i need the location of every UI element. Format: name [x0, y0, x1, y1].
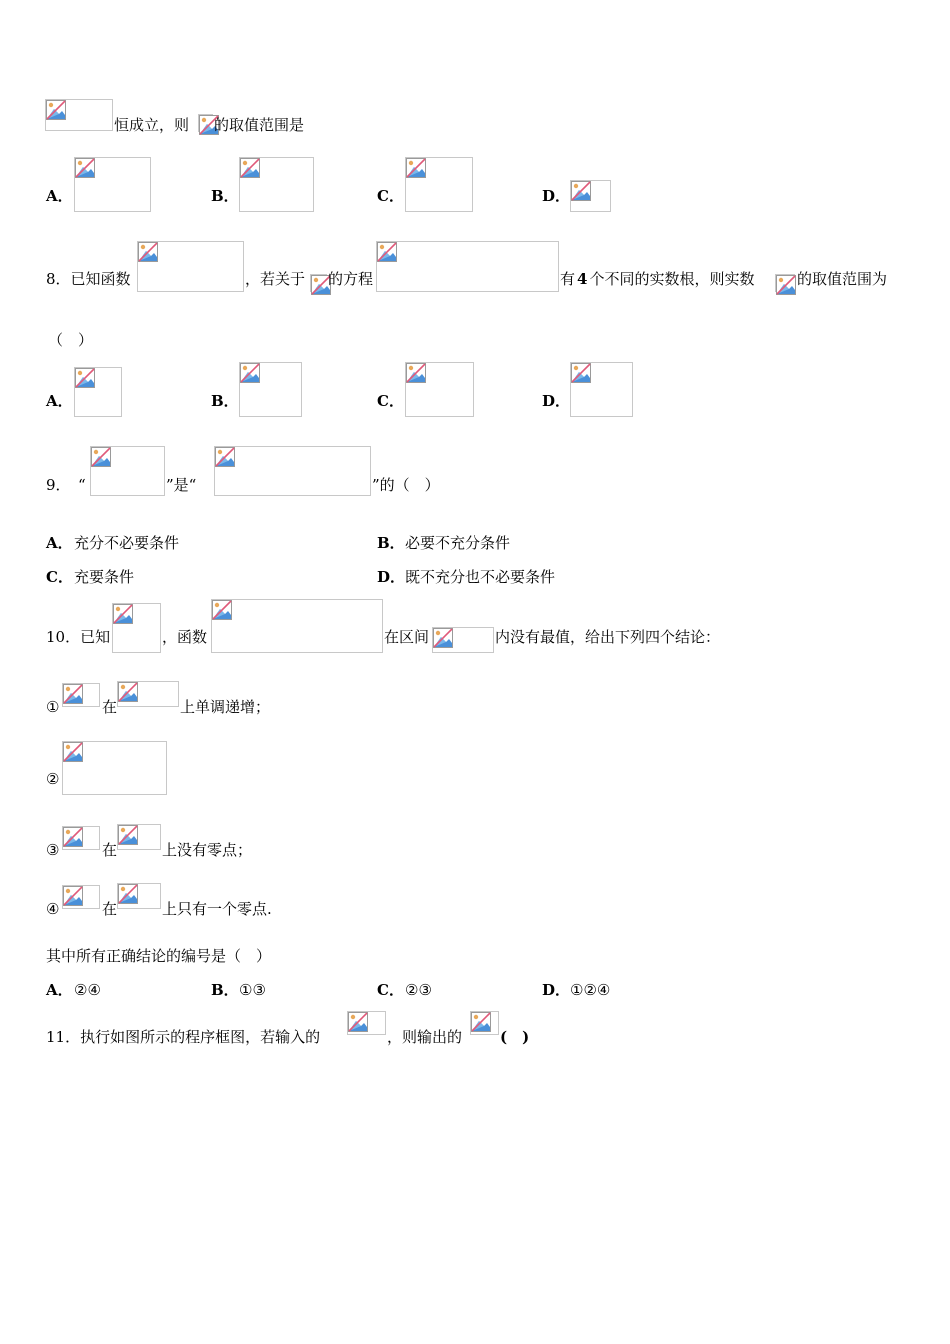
q11-input-image — [347, 1011, 386, 1035]
q8-option-d-label: D． — [542, 392, 571, 410]
broken-image-icon — [118, 884, 138, 904]
q8-a-image — [775, 274, 795, 292]
q10-function: ，函数 — [162, 628, 208, 646]
q10-c3-f-image — [62, 826, 100, 850]
broken-image-icon — [240, 158, 260, 178]
broken-image-icon — [571, 363, 591, 383]
q10-c4-in: 在 — [102, 900, 118, 918]
q7-option-d-image — [570, 180, 611, 212]
q10-c4-mark: ④ — [46, 900, 60, 918]
formula-image — [45, 99, 113, 131]
broken-image-icon — [113, 604, 133, 624]
broken-image-icon — [63, 742, 83, 762]
q8-equation-image — [376, 241, 559, 292]
q11-output-image — [470, 1011, 499, 1035]
q8-option-c-image — [405, 362, 474, 417]
q9-option-a-label: A． — [46, 534, 73, 552]
q9-tail: ”的（ ） — [372, 476, 440, 494]
q8-root-count: 4 — [577, 270, 588, 288]
q10-c4-f-image — [62, 885, 100, 909]
broken-image-icon — [571, 181, 591, 201]
q10-interval-image — [432, 627, 494, 653]
q10-option-c-text: ②③ — [405, 981, 432, 999]
broken-image-icon — [240, 363, 260, 383]
q8-has-post: 个不同的实数根，则实数 — [589, 270, 755, 288]
q10-question: 其中所有正确结论的编号是（ ） — [46, 947, 272, 965]
broken-image-icon — [91, 447, 111, 467]
q8-option-b-image — [239, 362, 302, 417]
q8-paren: （ ） — [48, 331, 94, 349]
q10-c1-mark: ① — [46, 698, 60, 716]
broken-image-icon — [46, 100, 66, 120]
broken-image-icon — [348, 1012, 368, 1032]
q7-option-c-image — [405, 157, 473, 212]
q8-x-image — [310, 274, 327, 292]
q9-option-b-text: 必要不充分条件 — [405, 534, 511, 552]
q9-condition-q-image — [214, 446, 371, 496]
q10-c4-tail: 上只有一个零点. — [162, 900, 272, 918]
q7-option-b-label: B． — [211, 187, 239, 205]
broken-image-icon — [215, 447, 235, 467]
q9-number: 9． — [46, 476, 71, 494]
broken-image-icon — [63, 827, 83, 847]
broken-image-icon — [63, 684, 83, 704]
broken-image-icon — [406, 363, 426, 383]
q10-c3-interval-image — [117, 824, 161, 850]
q10-c4-interval-image — [117, 883, 161, 909]
q10-number: 10．已知 — [46, 628, 111, 646]
broken-image-icon — [118, 682, 138, 702]
q10-option-d-text: ①②④ — [570, 981, 611, 999]
q10-in-interval: 在区间 — [384, 628, 430, 646]
q7-option-d-label: D． — [542, 187, 571, 205]
q8-option-b-label: B． — [211, 392, 239, 410]
q10-option-b-label: B． — [211, 981, 239, 999]
q8-number: 8．已知函数 — [46, 270, 131, 288]
q9-condition-p-image — [90, 446, 165, 496]
q10-option-b-text: ①③ — [239, 981, 266, 999]
q10-c1-interval-image — [117, 681, 179, 707]
q10-c3-mark: ③ — [46, 841, 60, 859]
q8-option-c-label: C． — [377, 392, 404, 410]
q10-c1-tail: 上单调递增； — [180, 698, 271, 716]
q10-stem-tail: 内没有最值，给出下列四个结论： — [495, 628, 721, 646]
q8-option-d-image — [570, 362, 633, 417]
broken-image-icon — [471, 1012, 491, 1032]
q11-then-output: ，则输出的 — [387, 1028, 463, 1046]
q9-option-b-label: B． — [377, 534, 405, 552]
q10-option-a-label: A． — [46, 981, 73, 999]
q8-option-a-image — [74, 367, 122, 417]
q10-c2-image — [62, 741, 167, 795]
broken-image-icon — [377, 242, 397, 262]
q10-c1-in: 在 — [102, 698, 118, 716]
q9-option-c-label: C． — [46, 568, 73, 586]
q7-option-b-image — [239, 157, 314, 212]
q7-option-a-image — [74, 157, 151, 212]
q10-function-image — [211, 599, 383, 653]
q11-paren: ( ) — [500, 1028, 530, 1046]
q8-text-eq: 的方程 — [328, 270, 374, 288]
q8-option-a-label: A． — [46, 392, 73, 410]
variable-image — [198, 114, 213, 132]
q7-option-a-label: A． — [46, 187, 73, 205]
q9-is: ”是“ — [166, 476, 197, 494]
q8-range: 的取值范围为 — [797, 270, 888, 288]
q10-c2-mark: ② — [46, 770, 60, 788]
q9-option-a-text: 充分不必要条件 — [74, 534, 180, 552]
q10-option-a-text: ②④ — [74, 981, 101, 999]
q10-option-d-label: D． — [542, 981, 571, 999]
broken-image-icon — [75, 158, 95, 178]
broken-image-icon — [212, 600, 232, 620]
broken-image-icon — [63, 886, 83, 906]
broken-image-icon — [776, 275, 796, 295]
q7-stem-b: 的取值范围是 — [214, 116, 305, 134]
q10-omega-image — [112, 603, 161, 653]
q9-option-d-text: 既不充分也不必要条件 — [405, 568, 556, 586]
q9-option-c-text: 充要条件 — [74, 568, 135, 586]
broken-image-icon — [75, 368, 95, 388]
q8-text-has — [560, 270, 754, 288]
q10-option-c-label: C． — [377, 981, 404, 999]
broken-image-icon — [138, 242, 158, 262]
broken-image-icon — [406, 158, 426, 178]
broken-image-icon — [118, 825, 138, 845]
q11-number: 11．执行如图所示的程序框图，若输入的 — [46, 1028, 321, 1046]
q10-c1-f-image — [62, 683, 100, 707]
q9-option-d-label: D． — [377, 568, 406, 586]
q7-stem-a: 恒成立，则 — [114, 116, 190, 134]
q8-text-if: ，若关于 — [245, 270, 306, 288]
q9-open-quote: “ — [78, 476, 86, 494]
q10-c3-tail: 上没有零点； — [162, 841, 253, 859]
q7-option-c-label: C． — [377, 187, 404, 205]
broken-image-icon — [433, 628, 453, 648]
q10-c3-in: 在 — [102, 841, 118, 859]
q8-has-pre: 有 — [560, 270, 576, 288]
q8-function-image — [137, 241, 244, 292]
